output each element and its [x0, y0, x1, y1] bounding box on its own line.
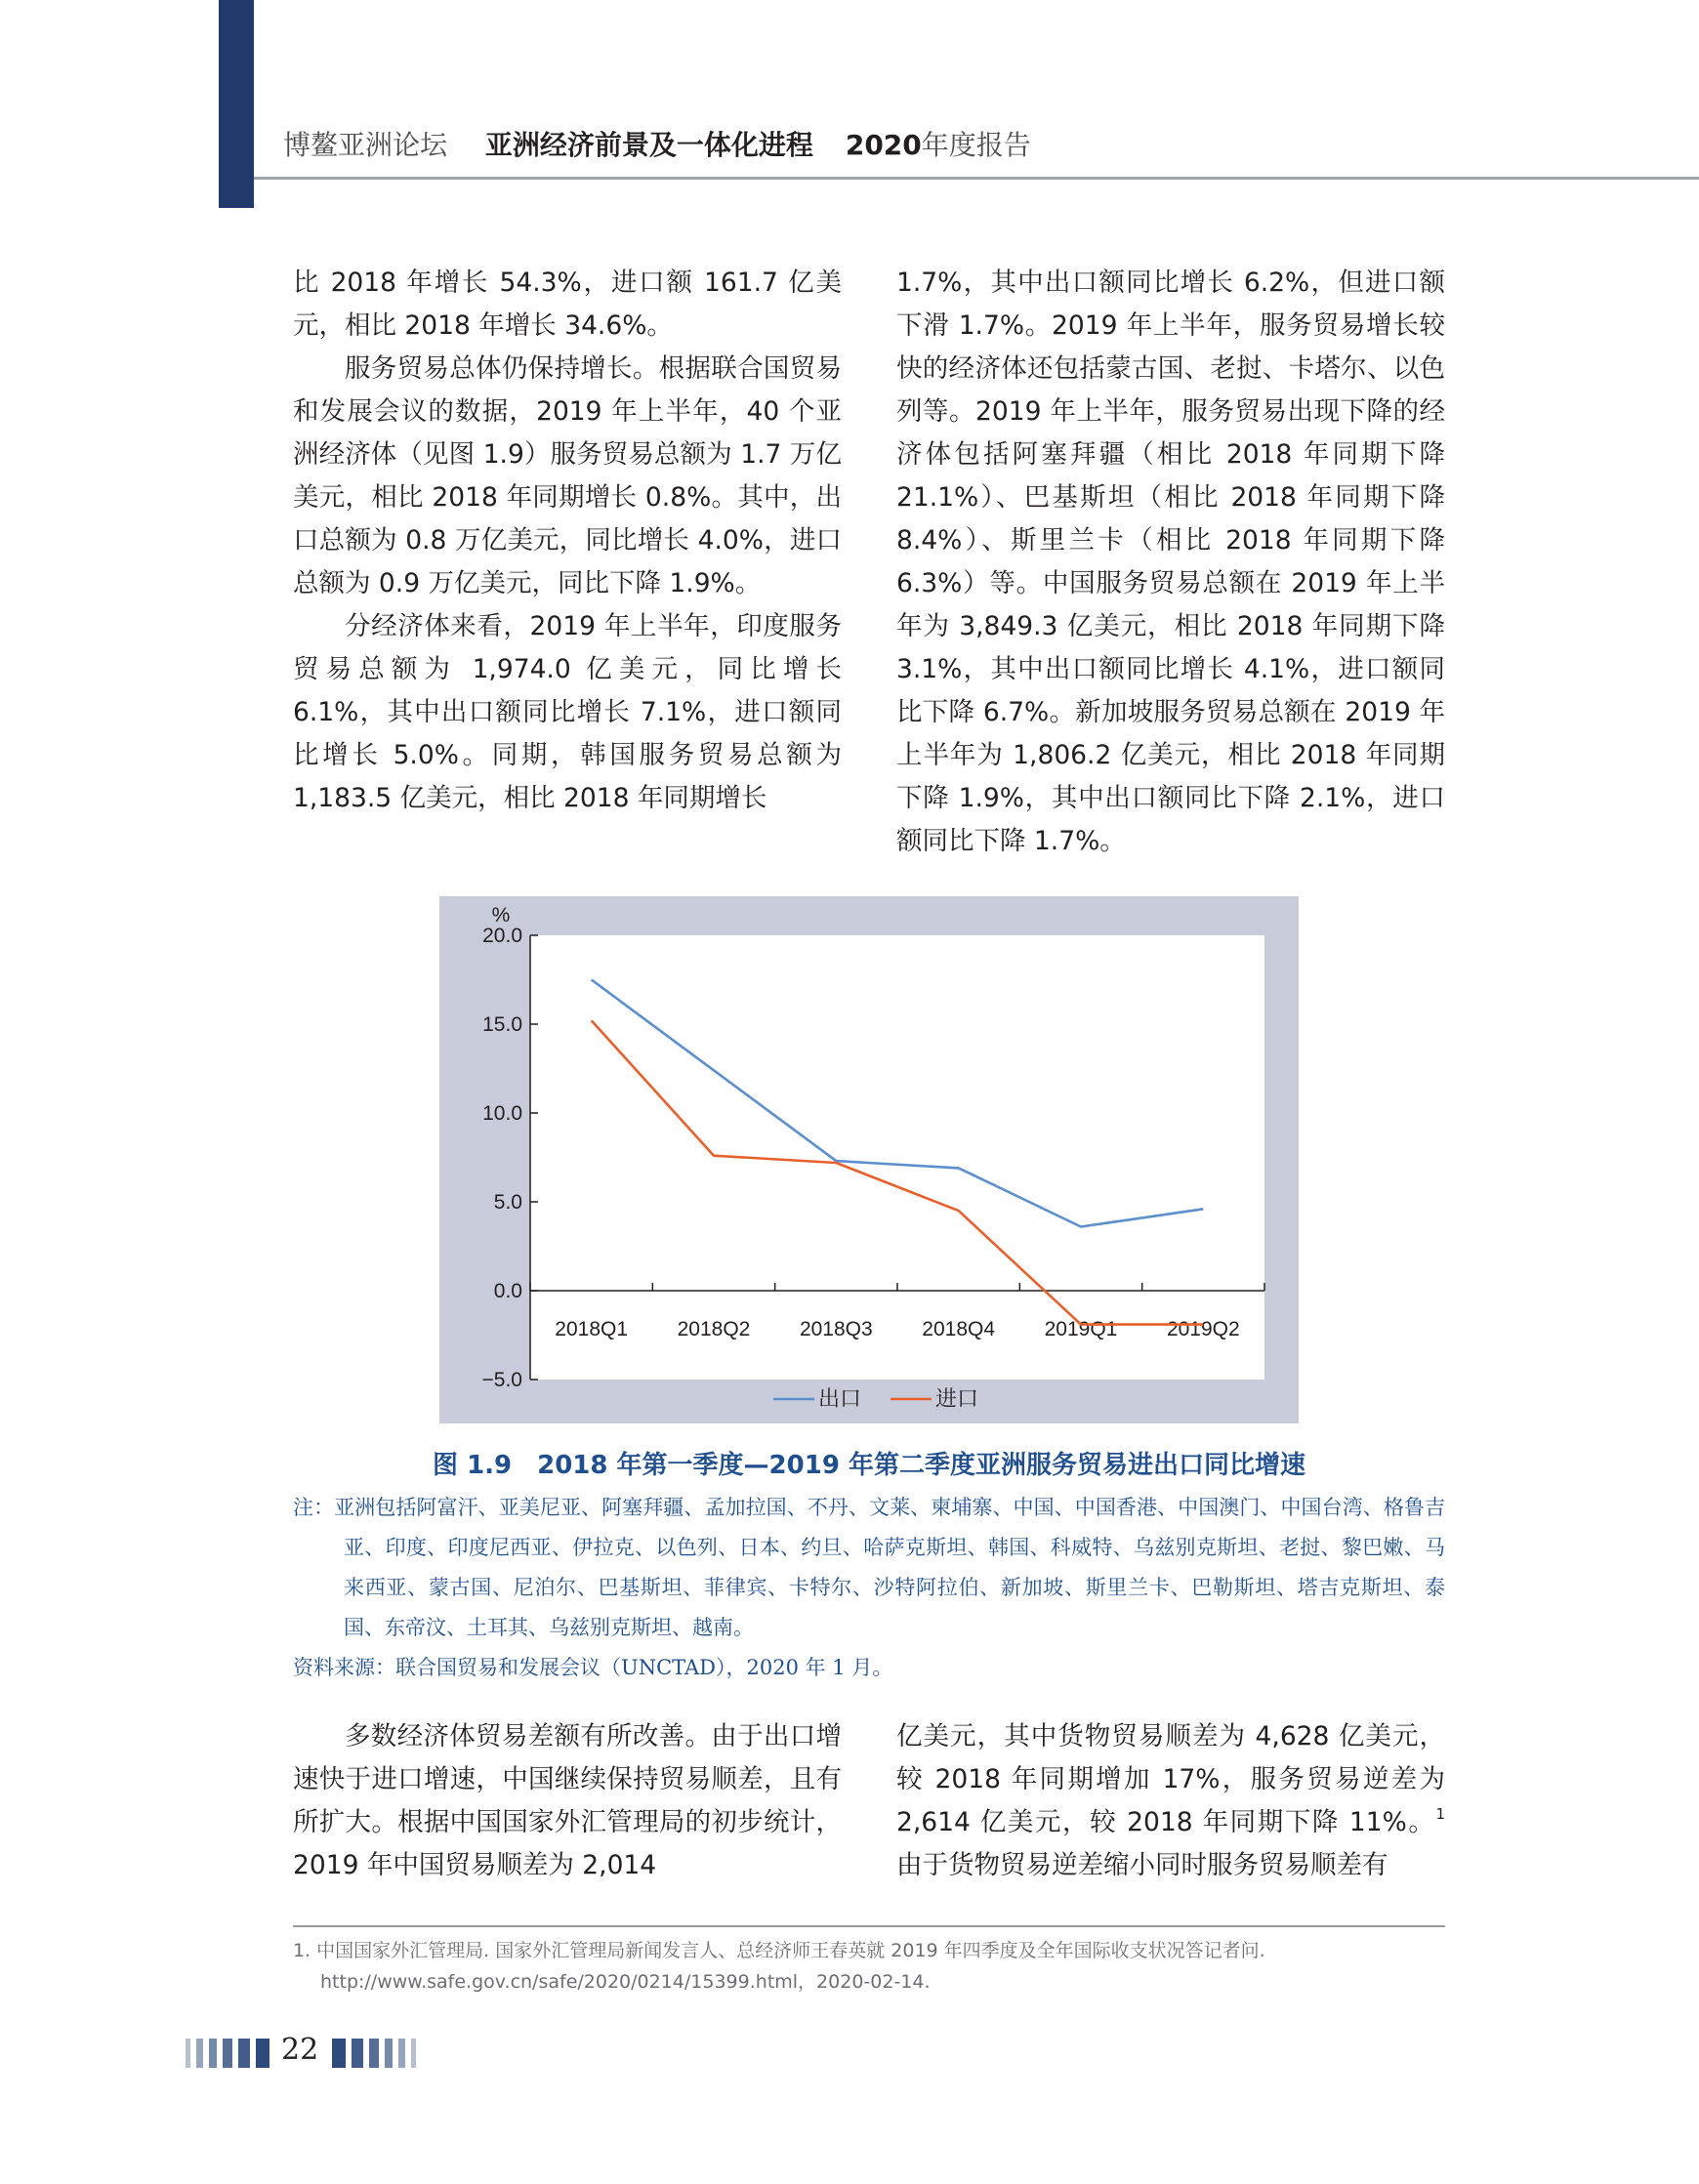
paragraph — [896, 1715, 1445, 1887]
legend-label: 出口 — [818, 1387, 862, 1412]
footer-bar — [209, 2039, 217, 2068]
paragraph-text: 由于货物贸易逆差缩小同时服务贸易顺差有 — [896, 1850, 1388, 1880]
header-accent-bar — [219, 0, 254, 208]
footnote-ref[interactable]: 1 — [1435, 1805, 1445, 1823]
footer-bar — [411, 2039, 416, 2068]
footer-bar — [256, 2039, 269, 2068]
legend-label: 进口 — [935, 1387, 979, 1412]
footer-bar — [223, 2039, 232, 2068]
header-rule — [254, 177, 1699, 180]
y-tick-label: −5.0 — [481, 1369, 522, 1391]
footer-bar — [238, 2039, 250, 2068]
body-column-left-bottom — [293, 1715, 842, 1887]
x-tick-label: 2019Q2 — [1166, 1318, 1240, 1340]
y-tick-label: 0.0 — [493, 1280, 522, 1302]
line-chart — [439, 896, 1299, 1423]
report-year-suffix: 年度报告 — [921, 129, 1031, 161]
paragraph: 分经济体来看，2019 年上半年，印度服务贸易总额为 1,974.0 亿美元，同比增长 6.1%，其中出口额同比增长 7.1%，进口额同比增长 5.0%。同期，韩国服务贸易总额为 1,183.5 亿美元，相比 2018 年同期增长 — [293, 611, 842, 813]
footer-bar — [186, 2039, 190, 2068]
paragraph: 服务贸易总体仍保持增长。根据联合国贸易和发展会议的数据，2019 年上半年，40 个亚洲经济体（见图 1.9）服务贸易总额为 1.7 万亿美元，相比 2018 年同期增长 0.8%。其中，出口总额为 0.8 万亿美元，同比增长 4.0%，进口总额为 0.9 万亿美元，同比下降 1.9%。 — [293, 353, 842, 598]
y-tick-label: 15.0 — [482, 1013, 522, 1036]
figure-1-9-chart — [439, 896, 1299, 1423]
body-column-left-top — [293, 262, 842, 820]
body-column-right-top — [896, 262, 1445, 863]
paragraph: 多数经济体贸易差额有所改善。由于出口增速快于进口增速，中国继续保持贸易顺差，且有所扩大。根据中国国家外汇管理局的初步统计，2019 年中国贸易顺差为 2,014 — [293, 1721, 842, 1880]
x-tick-label: 2018Q1 — [555, 1318, 629, 1340]
body-column-right-bottom — [896, 1715, 1445, 1887]
x-tick-label: 2019Q1 — [1044, 1318, 1118, 1340]
x-tick-label: 2018Q3 — [799, 1318, 873, 1340]
footnote — [293, 1935, 1445, 1998]
paragraph-text: 亿美元，其中货物贸易顺差为 4,628 亿美元，较 2018 年同期增加 17%，服务贸易逆差为 2,614 亿美元，较 2018 年同期下降 11%。 — [896, 1721, 1445, 1837]
figure-note — [293, 1488, 1445, 1688]
footer-bar — [352, 2039, 363, 2068]
y-axis-unit-label: % — [491, 904, 511, 927]
running-head — [283, 124, 1031, 163]
footnote-rule — [293, 1925, 1445, 1927]
footer-bar — [369, 2039, 379, 2068]
figure-source: 资料来源：联合国贸易和发展会议（UNCTAD），2020 年 1 月。 — [293, 1656, 893, 1679]
plot-area — [530, 935, 1264, 1380]
forum-name: 博鳌亚洲论坛 — [283, 129, 448, 161]
x-tick-label: 2018Q4 — [922, 1318, 996, 1340]
y-tick-label: 20.0 — [482, 925, 522, 947]
paragraph: 1.7%，其中出口额同比增长 6.2%，但进口额下滑 1.7%。2019 年上半年，服务贸易增长较快的经济体还包括蒙古国、老挝、卡塔尔、以色列等。2019 年上半年，服务贸易出现下降的经济体包括阿塞拜疆（相比 2018 年同期下降 21.1%）、巴基斯坦（相比 2018 年同期下降 8.4%）、斯里兰卡（相比 2018 年同期下降 6.3%）等。中国服务贸易总额在 2019 年上半年为 3,849.3 亿美元，相比 2018 年同期下降 3.1%，其中出口额同比增长 4.1%，进口额同比下降 6.7%。新加坡服务贸易总额在 2019 年上半年为 1,806.2 亿美元，相比 2018 年同期下降 1.9%，其中出口额同比下降 2.1%，进口额同比下降 1.7%。 — [896, 268, 1445, 856]
footer-bar — [196, 2039, 203, 2068]
page-number: 22 — [281, 2033, 319, 2067]
figure-caption: 图 1.9 2018 年第一季度—2019 年第二季度亚洲服务贸易进出口同比增速 — [433, 1451, 1305, 1480]
footer-bar — [385, 2039, 393, 2068]
footnote-text: 1. 中国国家外汇管理局. 国家外汇管理局新闻发言人、总经济师王春英就 2019 年四季度及全年国际收支状况答记者问. http://www.safe.gov.cn/safe/2020/0214/15399.html，2020-02-14. — [293, 1940, 1265, 1993]
paragraph: 比 2018 年增长 54.3%，进口额 161.7 亿美元，相比 2018 年增长 34.6%。 — [293, 268, 842, 341]
figure-note-text: 注：亚洲包括阿富汗、亚美尼亚、阿塞拜疆、孟加拉国、不丹、文莱、柬埔寨、中国、中国香港、中国澳门、中国台湾、格鲁吉亚、印度、印度尼西亚、伊拉克、以色列、日本、约旦、哈萨克斯坦、韩国、科威特、乌兹别克斯坦、老挝、黎巴嫩、马来西亚、蒙古国、尼泊尔、巴基斯坦、菲律宾、卡特尔、沙特阿拉伯、新加坡、斯里兰卡、巴勒斯坦、塔吉克斯坦、泰国、东帝汶、土耳其、乌兹别克斯坦、越南。 — [293, 1496, 1445, 1639]
y-tick-label: 5.0 — [493, 1191, 522, 1214]
x-tick-label: 2018Q2 — [677, 1318, 751, 1340]
report-title: 亚洲经济前景及一体化进程 — [484, 129, 813, 161]
report-year: 2020 — [845, 129, 922, 161]
footer-bar — [332, 2039, 346, 2068]
footer-bar — [398, 2039, 405, 2068]
y-tick-label: 10.0 — [482, 1102, 522, 1125]
